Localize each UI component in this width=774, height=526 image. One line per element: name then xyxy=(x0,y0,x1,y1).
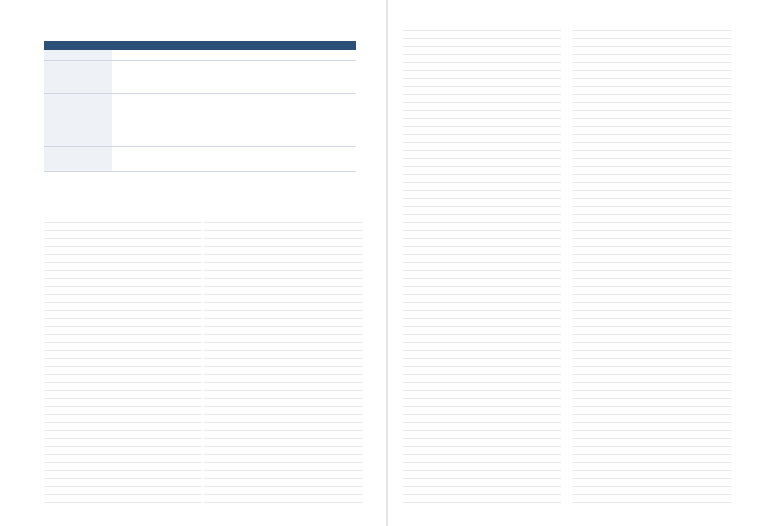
text-column-1 xyxy=(44,222,202,508)
table-row xyxy=(44,147,356,172)
text-placeholder xyxy=(403,30,561,508)
table-row xyxy=(44,50,356,61)
table-cell xyxy=(112,94,356,146)
page-spine xyxy=(386,0,388,526)
text-placeholder xyxy=(44,222,202,508)
header-cell xyxy=(44,41,112,50)
table-cell xyxy=(44,61,112,93)
table-row xyxy=(44,94,356,147)
text-placeholder xyxy=(204,222,362,508)
table-cell xyxy=(112,50,356,60)
text-placeholder xyxy=(572,30,732,508)
table-header xyxy=(44,41,356,50)
table-cell xyxy=(112,61,356,93)
table-cell xyxy=(44,50,112,60)
table-cell xyxy=(112,147,356,171)
table-caption xyxy=(44,30,356,38)
table-cell xyxy=(44,94,112,146)
summary-table xyxy=(44,30,356,172)
text-column-2 xyxy=(204,222,362,508)
table-row xyxy=(44,61,356,94)
header-cell xyxy=(112,41,356,50)
text-column-3 xyxy=(403,30,561,508)
table-cell xyxy=(44,147,112,171)
text-column-4 xyxy=(572,30,732,508)
